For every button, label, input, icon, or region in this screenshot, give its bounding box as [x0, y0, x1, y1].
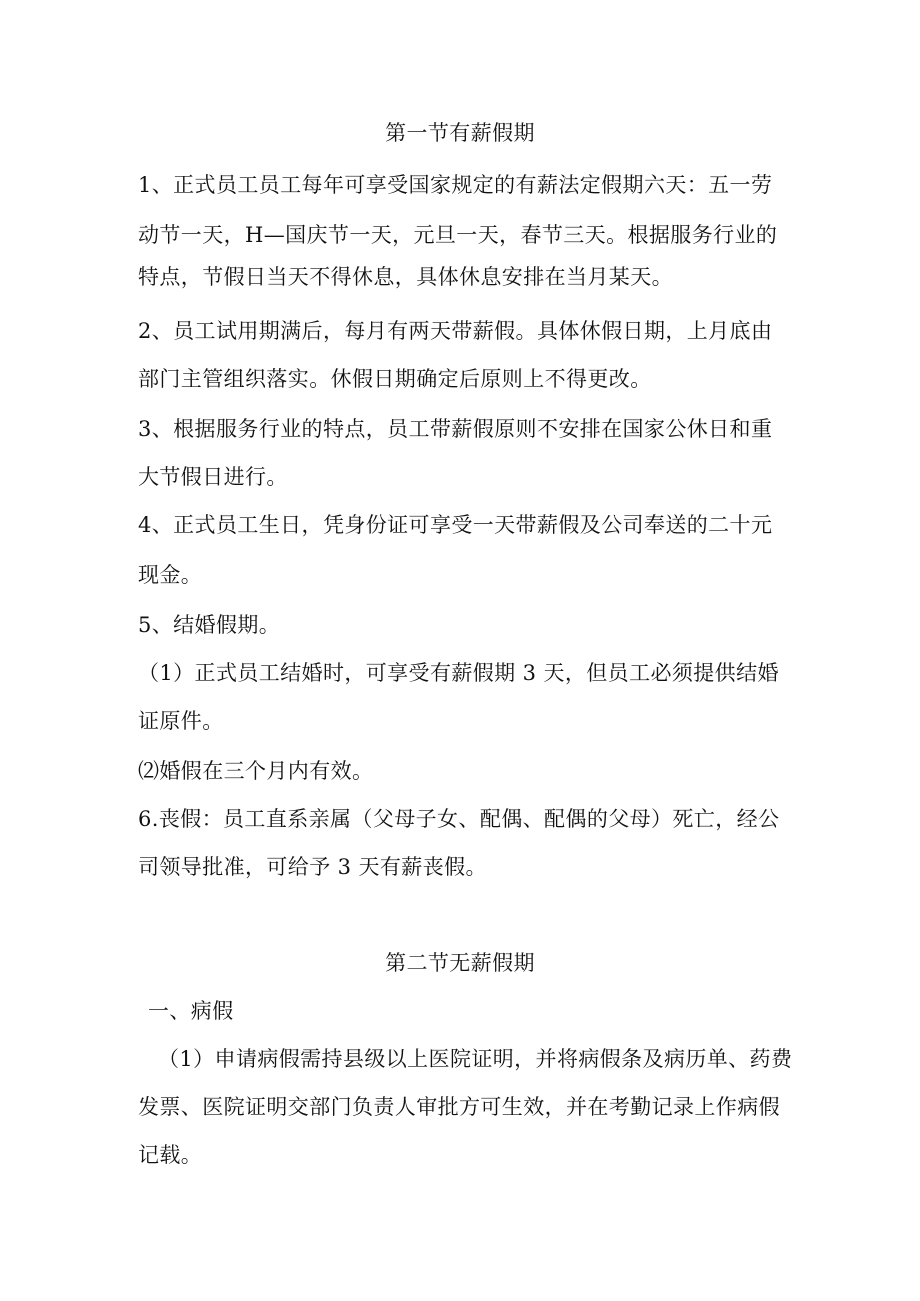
- s1-item5-line1: 5、结婚假期。: [138, 613, 281, 637]
- s1-item3-line2: 大节假日进行。: [138, 465, 288, 489]
- s2-item1-line2: 发票、医院证明交部门负责人审批方可生效，并在考勤记录上作病假: [138, 1095, 780, 1119]
- s1-item5-sub2: ⑵婚假在三个月内有效。: [138, 759, 374, 783]
- s2-item1-line1: （1）申请病假需持县级以上医院证明，并将病假条及病历单、药费: [158, 1047, 793, 1071]
- s2-item1-line3: 记载。: [138, 1143, 203, 1167]
- s2-subsection-title: 一、病假: [148, 999, 234, 1023]
- s1-item2-line2: 部门主管组织落实。休假日期确定后原则上不得更改。: [138, 367, 652, 391]
- s1-item5-sub1-line1: （1）正式员工结婚时，可享受有薪假期 3 天，但员工必须提供结婚: [138, 661, 779, 685]
- s1-item1-line2: 动节一天，H—国庆节一天，元旦一天，春节三天。根据服务行业的: [138, 223, 778, 247]
- section2-title: 第二节无薪假期: [385, 951, 535, 975]
- s1-item6-line2: 司领导批准，可给予 3 天有薪丧假。: [138, 855, 487, 879]
- s1-item4-line2: 现金。: [138, 563, 203, 587]
- s1-item1-line1: 1、正式员工员工每年可享受国家规定的有薪法定假期六天：五一劳: [138, 173, 773, 197]
- section1-title: 第一节有薪假期: [385, 121, 535, 145]
- s1-item3-line1: 3、根据服务行业的特点，员工带薪假原则不安排在国家公休日和重: [138, 417, 773, 441]
- s1-item5-sub1-line2: 证原件。: [138, 709, 224, 733]
- s1-item4-line1: 4、正式员工生日，凭身份证可享受一天带薪假及公司奉送的二十元: [138, 513, 773, 537]
- s1-item6-line1: 6.丧假：员工直系亲属（父母子女、配偶、配偶的父母）死亡，经公: [138, 807, 780, 831]
- s1-item2-line1: 2、员工试用期满后，每月有两天带薪假。具体休假日期，上月底由: [138, 319, 773, 343]
- s1-item1-line3: 特点，节假日当天不得休息，具体休息安排在当月某天。: [138, 265, 673, 289]
